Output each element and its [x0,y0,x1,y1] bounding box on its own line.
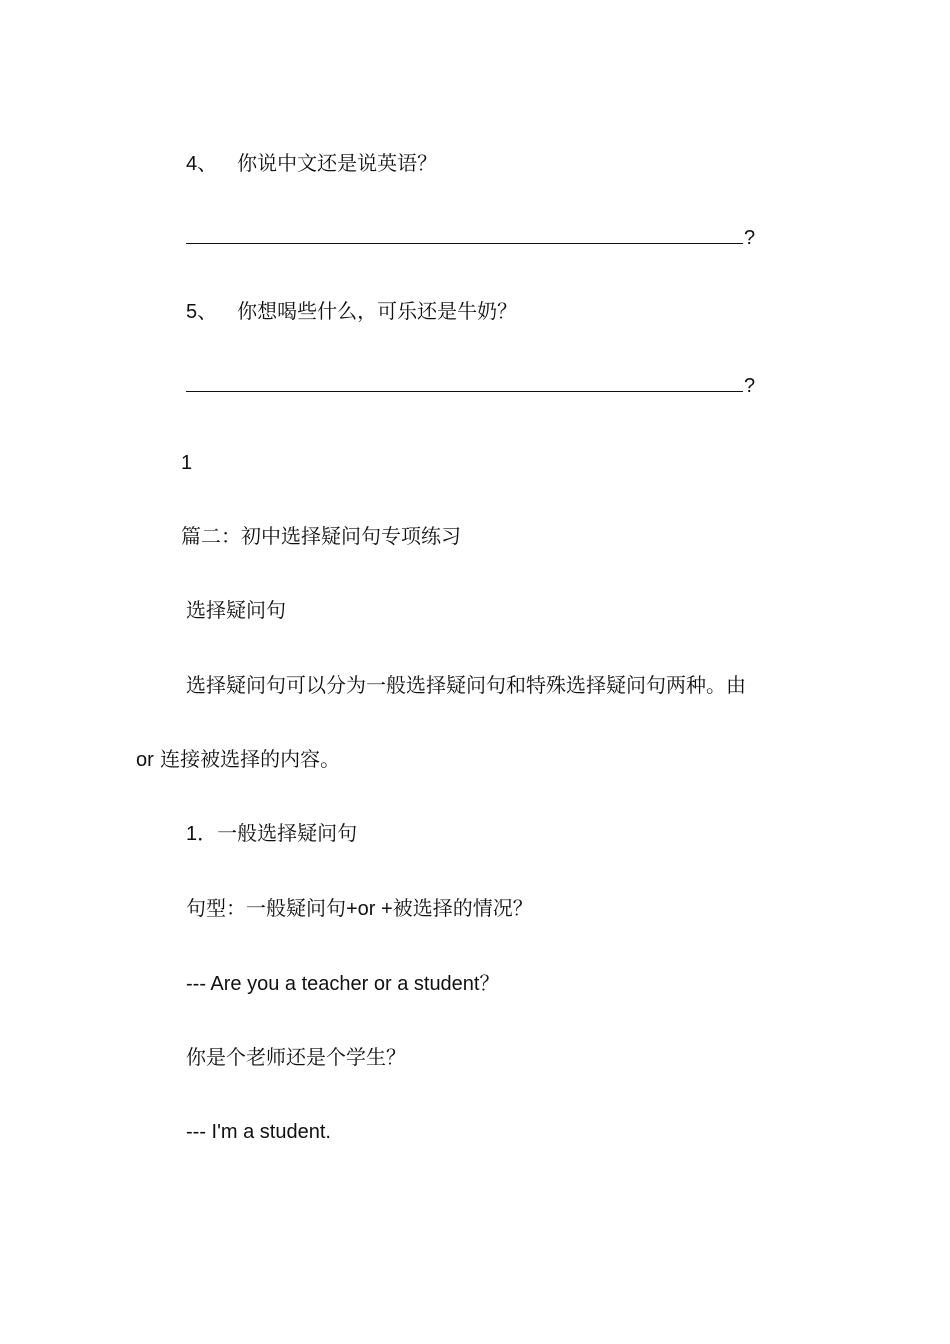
heading: 选择疑问句 [186,598,286,622]
exercise-4-answer-line [186,224,755,251]
exercise-5-number: 5、 [186,301,218,323]
exercise-5-answer-line [186,372,755,399]
pattern-suffix: 被选择的情况？ [392,896,533,920]
pattern-prefix: 句型：一般疑问句 [186,896,346,920]
intro-line-2 [136,746,340,773]
exercise-5 [186,298,517,325]
example-translation: 你是个老师还是个学生？ [186,1045,406,1069]
pattern-latin: +or + [346,898,393,920]
pattern-line [186,895,533,922]
answer-5-end: ? [744,375,756,397]
page-number: 1 [181,452,193,474]
example-question-text: --- Are you a teacher or a student [186,973,480,995]
answer-blank-4[interactable] [186,225,743,244]
exercise-5-text: 你想喝些什么，可乐还是牛奶？ [237,299,518,323]
exercise-4 [186,150,437,177]
example-question-mark: ？ [479,971,500,995]
answer-4-end: ? [744,227,756,249]
answer-blank-5[interactable] [186,373,743,392]
intro-line-2-rest: 连接被选择的内容。 [160,747,341,771]
subsection-number: 1． [186,823,218,845]
section-title: 篇二：初中选择疑问句专项练习 [181,524,461,548]
intro-or: or [136,749,154,771]
subsection-title: 一般选择疑问句 [217,821,358,845]
intro-line-1: 选择疑问句可以分为一般选择疑问句和特殊选择疑问句两种。由 [186,673,746,697]
subsection-heading [186,820,357,847]
example-question [186,970,500,997]
example-answer: --- I'm a student. [186,1121,331,1143]
exercise-4-number: 4、 [186,153,218,175]
exercise-4-text: 你说中文还是说英语？ [237,151,438,175]
